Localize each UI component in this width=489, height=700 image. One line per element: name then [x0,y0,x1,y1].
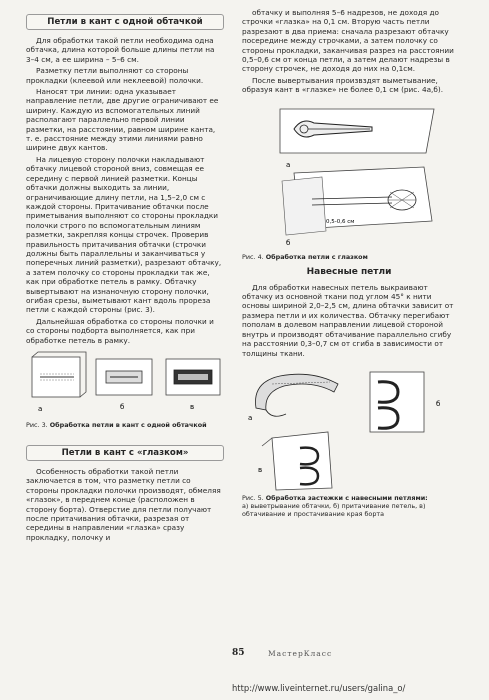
paragraph: Особенность обработки такой петли заключается в том, что разметку петли со стороны прокладки полочки производят, обмеляя «глазок», в переднем конце (расположен в сторону борта). Отверстие для петли получают после притачивания обтачки, разрезая от середины в направлении «глазка» сразу прокладку, полочку и [26,467,221,542]
fig5-panel-c [262,432,332,490]
figure-5 [242,362,456,492]
left-text-block-1 [26,36,224,345]
fig5-panel-a [256,374,339,416]
figure-3 [26,349,224,419]
fig4-panel-a [280,109,434,153]
section-heading-hanging-loops: Навесные петли [306,266,392,277]
magazine-name: МастерКласс [268,649,333,658]
right-column [242,8,456,522]
paragraph: Для обработки такой петли необходима одна обтачка, длина которой больше длины петли на 3–4 см, а ее ширина – 5–6 см. [26,36,215,64]
paragraph: Разметку петли выполняют со стороны прокладки (клеевой или неклеевой) полочки. [26,66,204,85]
figure-5-caption-sub: а) выветрывание обтачки, б) притачивание петель, в) обтачивание и простачивание края борта [242,501,426,518]
figure-5-caption-text: Обработка застежки с навесными петлями: [265,493,428,502]
right-text-block-2 [242,283,456,358]
right-text-block-1 [242,8,456,95]
fig3-label-a: а [38,405,43,413]
figure-4 [242,101,456,251]
paragraph: На лицевую сторону полочки накладывают обтачку лицевой стороной вниз, совмещая ее середину с первой линией разметки. Концы обтачки должны выходить за линии, ограничивающие длину петли, на 1,5–2,0 см с каждой стороны. Притачивание обтачки после приметывания выполняют со стороны прокладки полочки строго по вспомогательным линиям разметки, закрепляя концы строчек. Проверив правильность притачивания обтачки (строчки должны быть параллельны и заканчиваться у поперечных линий разметки), разрезают обтачку, а затем полочку со стороны прокладки так же, как при обработке петель в рамку. Обтачку вывертывают на изнаночную сторону полочки, огибая срезы, выметывают кант вдоль прореза петли с каждой стороны (рис. 3). [26,154,222,315]
fig4-panel-b [282,167,432,235]
figure-4-caption-prefix: Рис. 4. [242,252,264,261]
fig5-label-c: в [258,465,263,474]
fig4-label-b: б [286,238,291,247]
figure-5-caption [242,494,456,518]
fig4-dimension-label: 0,5-0,6 см [326,218,355,225]
paragraph: Для обработки навесных петель выкраивают обтачку из основной ткани под углом 45° к нити основы шириной 2,0–2,5 см, длина обтачки зависит от размера петли и их количества. Обтачку перегибают пополам в долевом направлении лицевой стороной внутрь и производят обтачивание параллельно сгибу на расстоянии 0,3–0,7 см от сгиба в зависимости от толщины ткани. [242,282,454,358]
figure-5-caption-prefix: Рис. 5. [242,493,264,502]
fig4-label-a: а [286,160,291,169]
paragraph: обтачку и выполняя 5–6 надрезов, не доходя до строчки «глазка» на 0,1 см. Вторую часть петли разрезают в два приема: сначала разрезают обтачку посередине между строчками, а затем полочку со стороны прокладки, заканчивая разрез на расстоянии 0,5–0,6 см от конца петли, а затем делают надрезы в сторону строчек, не доходя до них на 0,1см. [242,8,454,74]
paragraph: Наносят три линии: одна указывает направление петли, две другие ограничивают ее ширину. Каждую из вспомогательных линий располагают параллельно первой линии разметки, на расстоянии, равном ширине канта, т. е. расстояние между этими линиями равно ширине двух кантов. [26,87,219,153]
left-text-block-2 [26,467,224,542]
fig3-panel-a [32,352,86,397]
fig3-panel-b [96,359,152,395]
figure-3-caption [26,421,224,429]
figure-3-caption-text: Обработка петли в кант с одной обтачкой [49,421,207,429]
fig3-label-b: б [120,403,125,411]
source-watermark-url: http://www.liveinternet.ru/users/galina_o/ [232,683,406,693]
paragraph: Дальнейшая обработка со стороны полочки и со стороны подборта выполняется, как при обработке петель в рамку. [26,316,214,345]
figure-4-caption-text: Обработка петли с глазком [265,252,368,261]
section-heading-single-facing: Петли в кант с одной обтачкой [26,14,224,30]
page-footer [0,648,489,662]
section-heading-eyelet: Петли в кант с «глазком» [26,445,224,461]
figure-3-drawing [26,349,224,419]
figure-4-caption [242,253,456,261]
page-number: 85 [232,648,245,658]
fig3-panel-c [166,359,220,395]
fig5-panel-b [370,372,424,432]
figure-4-drawing [242,101,456,251]
figure-3-caption-prefix: Рис. 3. [26,421,48,429]
figure-5-drawing [242,362,456,492]
fig5-label-b: б [436,399,441,408]
left-column [26,8,224,544]
paragraph: После вывертывания произвздят выметывание, образуя кант в «глазке» не более 0,1 см (рис. 4а,б). [242,75,444,95]
fig5-label-a: а [248,413,253,422]
fig3-label-c: в [190,403,195,411]
